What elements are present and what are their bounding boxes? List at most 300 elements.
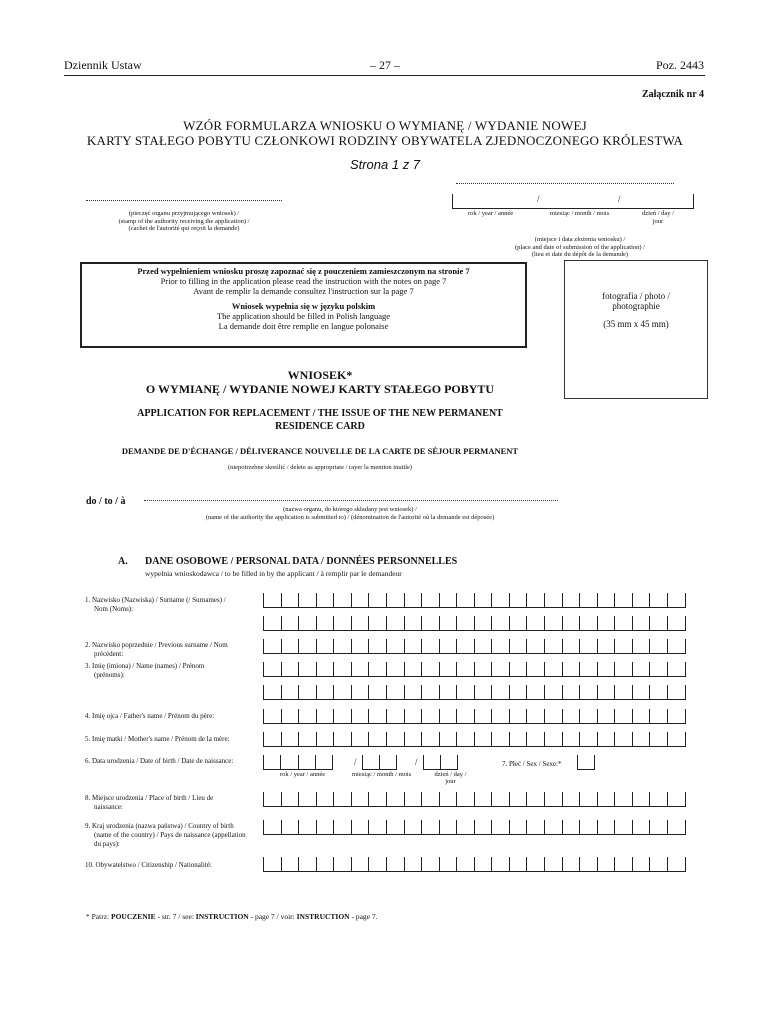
char-cell: [649, 639, 667, 654]
char-cell: [597, 662, 615, 677]
char-cell: [614, 709, 632, 724]
cell-baseline: [263, 630, 685, 631]
char-cell: [526, 639, 544, 654]
char-cell: [404, 732, 422, 747]
recipient-caption-1: (nazwa organu, do którego składany jest wniosek) /: [283, 506, 417, 513]
char-cell: [526, 732, 544, 747]
char-cell: [685, 792, 686, 807]
char-cell: [526, 593, 544, 608]
char-cell: [685, 685, 686, 700]
char-cell: [439, 662, 457, 677]
char-cell: [404, 662, 422, 677]
char-cell: [474, 709, 492, 724]
char-cell: [579, 820, 597, 835]
char-cell: [404, 593, 422, 608]
char-cell: [456, 792, 474, 807]
char-cell: [509, 857, 527, 872]
char-cell: [332, 755, 333, 770]
stamp-line: [86, 200, 282, 201]
char-cell: [649, 792, 667, 807]
char-cell: [298, 857, 316, 872]
char-cell: [421, 732, 439, 747]
char-cell: [649, 685, 667, 700]
birth-sep-2: /: [415, 757, 418, 767]
char-cell: [315, 755, 332, 770]
cell-baseline: [577, 769, 595, 770]
surname-input-row-1[interactable]: [263, 593, 685, 608]
char-cell: [667, 685, 685, 700]
char-cell: [597, 820, 615, 835]
photo-box: [564, 260, 708, 399]
char-cell: [456, 662, 474, 677]
char-cell: [474, 732, 492, 747]
char-cell: [649, 732, 667, 747]
char-cell: [351, 685, 369, 700]
mother-name-input-row[interactable]: [263, 732, 685, 747]
char-cell: [526, 709, 544, 724]
char-cell: [333, 857, 351, 872]
char-cell: [280, 755, 297, 770]
char-cell: [614, 685, 632, 700]
application-title-en1: APPLICATION FOR REPLACEMENT / THE ISSUE OF THE NEW PERMANENT: [137, 408, 503, 419]
char-cell: [562, 732, 580, 747]
char-cell: [368, 820, 386, 835]
char-cell: [439, 616, 457, 631]
char-cell: [333, 616, 351, 631]
char-cell: [614, 857, 632, 872]
cell-baseline: [263, 723, 685, 724]
birth-month-input[interactable]: [362, 755, 397, 770]
previous-surname-input-row[interactable]: [263, 639, 685, 654]
char-cell: [386, 639, 404, 654]
char-cell: [368, 616, 386, 631]
char-cell: [281, 639, 299, 654]
char-cell: [491, 593, 509, 608]
char-cell: [594, 755, 595, 770]
char-cell: [456, 593, 474, 608]
char-cell: [509, 732, 527, 747]
char-cell: [491, 685, 509, 700]
char-cell: [421, 857, 439, 872]
char-cell: [362, 755, 379, 770]
char-cell: [396, 755, 397, 770]
birth-day-input[interactable]: [423, 755, 458, 770]
char-cell: [667, 792, 685, 807]
char-cell: [281, 616, 299, 631]
char-cell: [544, 685, 562, 700]
char-cell: [597, 857, 615, 872]
form-title-line1: WZÓR FORMULARZA WNIOSKU O WYMIANĘ / WYDANIE NOWEJ: [183, 118, 587, 133]
char-cell: [632, 616, 650, 631]
char-cell: [386, 616, 404, 631]
section-a-letter: A.: [118, 556, 128, 567]
name-input-row-2[interactable]: [263, 685, 685, 700]
char-cell: [685, 662, 686, 677]
recipient-caption-2: (name of the authority the application is submitted to) / (dénomination de l'autorité où la demande est déposée): [205, 514, 495, 521]
char-cell: [509, 709, 527, 724]
char-cell: [614, 820, 632, 835]
cell-baseline: [263, 699, 685, 700]
char-cell: [562, 639, 580, 654]
char-cell: [263, 755, 280, 770]
char-cell: [597, 685, 615, 700]
char-cell: [281, 593, 299, 608]
char-cell: [439, 593, 457, 608]
date-month-caption: miesiąc / month / mois: [550, 210, 610, 217]
char-cell: [368, 857, 386, 872]
char-cell: [386, 662, 404, 677]
section-a-subtitle: wypełnia wnioskodawca / to be filled in by the applicant / à remplir par le demandeur: [145, 569, 402, 578]
char-cell: [298, 616, 316, 631]
char-cell: [597, 639, 615, 654]
char-cell: [579, 709, 597, 724]
char-cell: [421, 639, 439, 654]
char-cell: [404, 792, 422, 807]
char-cell: [491, 709, 509, 724]
char-cell: [474, 820, 492, 835]
char-cell: [281, 792, 299, 807]
char-cell: [667, 593, 685, 608]
char-cell: [351, 593, 369, 608]
char-cell: [685, 820, 686, 835]
field-birth-country-label: 9. Kraj urodzenia (nazwa państwa) / Country of birth (name of the country) / Pays de naissance (appellation du pays):: [85, 822, 246, 848]
char-cell: [562, 593, 580, 608]
char-cell: [263, 616, 281, 631]
cell-baseline: [263, 607, 685, 608]
char-cell: [379, 755, 396, 770]
cell-baseline: [423, 769, 458, 770]
char-cell: [597, 616, 615, 631]
char-cell: [421, 709, 439, 724]
char-cell: [667, 616, 685, 631]
char-cell: [316, 709, 334, 724]
char-cell: [456, 709, 474, 724]
stamp-caption: (pieczęć organu przyjmującego wniosek) / (stamp of the authority receiving the application) / (cachet de l'autorité qui reçoit la demande): [118, 210, 250, 232]
notice-pl: Przed wypełnieniem wniosku proszę zapoznać się z pouczeniem zamieszczonym na stronie 7: [137, 266, 470, 276]
char-cell: [685, 857, 686, 872]
char-cell: [351, 820, 369, 835]
char-cell: [368, 709, 386, 724]
char-cell: [298, 593, 316, 608]
char-cell: [597, 709, 615, 724]
cell-baseline: [362, 769, 397, 770]
char-cell: [281, 732, 299, 747]
instruction-notice-box: [80, 262, 527, 348]
date-day-caption: dzień / day / jour: [642, 210, 674, 225]
char-cell: [316, 662, 334, 677]
char-cell: [316, 685, 334, 700]
char-cell: [509, 792, 527, 807]
char-cell: [316, 593, 334, 608]
char-cell: [298, 662, 316, 677]
char-cell: [544, 662, 562, 677]
char-cell: [386, 732, 404, 747]
char-cell: [263, 685, 281, 700]
char-cell: [526, 616, 544, 631]
char-cell: [368, 593, 386, 608]
char-cell: [333, 792, 351, 807]
char-cell: [544, 732, 562, 747]
application-title-pl1: WNIOSEK*: [287, 368, 353, 382]
application-title-en2: RESIDENCE CARD: [275, 421, 365, 432]
char-cell: [333, 639, 351, 654]
char-cell: [281, 820, 299, 835]
recipient-input-line[interactable]: [144, 500, 558, 501]
birth-year-input[interactable]: [263, 755, 333, 770]
char-cell: [491, 857, 509, 872]
char-cell: [544, 616, 562, 631]
char-cell: [509, 820, 527, 835]
char-cell: [439, 820, 457, 835]
char-cell: [298, 639, 316, 654]
footnote: * Patrz: POUCZENIE - str. 7 / see: INSTRUCTION - page 7 / voir: INSTRUCTION - page 7.: [86, 912, 378, 921]
char-cell: [263, 732, 281, 747]
char-cell: [298, 792, 316, 807]
header-rule: [64, 75, 705, 76]
birth-sep-1: /: [354, 757, 357, 767]
char-cell: [439, 732, 457, 747]
char-cell: [456, 820, 474, 835]
char-cell: [685, 709, 686, 724]
citizenship-input-row[interactable]: [263, 857, 685, 872]
char-cell: [368, 792, 386, 807]
char-cell: [386, 792, 404, 807]
char-cell: [368, 662, 386, 677]
char-cell: [281, 857, 299, 872]
char-cell: [685, 639, 686, 654]
char-cell: [526, 662, 544, 677]
char-cell: [386, 709, 404, 724]
char-cell: [316, 732, 334, 747]
char-cell: [386, 593, 404, 608]
char-cell: [562, 662, 580, 677]
char-cell: [333, 662, 351, 677]
char-cell: [614, 616, 632, 631]
char-cell: [474, 662, 492, 677]
annex-label: Załącznik nr 4: [641, 89, 704, 100]
char-cell: [316, 639, 334, 654]
char-cell: [263, 820, 281, 835]
char-cell: [667, 732, 685, 747]
char-cell: [491, 662, 509, 677]
cell-baseline: [263, 653, 685, 654]
field-mother-name-label: 5. Imię matki / Mother's name / Prénom de la mère:: [85, 735, 230, 743]
char-cell: [509, 662, 527, 677]
char-cell: [649, 593, 667, 608]
char-cell: [632, 857, 650, 872]
char-cell: [526, 792, 544, 807]
char-cell: [281, 662, 299, 677]
char-cell: [351, 639, 369, 654]
name-input-row-1[interactable]: [263, 662, 685, 677]
char-cell: [333, 593, 351, 608]
date-sep-2: /: [618, 194, 621, 204]
char-cell: [456, 685, 474, 700]
char-cell: [263, 857, 281, 872]
date-year-caption: rok / year / année: [468, 210, 514, 217]
char-cell: [316, 857, 334, 872]
char-cell: [421, 593, 439, 608]
char-cell: [386, 685, 404, 700]
position-number: Poz. 2443: [656, 58, 704, 72]
char-cell: [649, 857, 667, 872]
char-cell: [316, 792, 334, 807]
char-cell: [421, 820, 439, 835]
char-cell: [526, 820, 544, 835]
char-cell: [421, 685, 439, 700]
char-cell: [439, 685, 457, 700]
char-cell: [649, 820, 667, 835]
char-cell: [614, 639, 632, 654]
char-cell: [421, 662, 439, 677]
field-sex-label: 7. Płeć / Sex / Sexe:*: [502, 760, 562, 768]
char-cell: [544, 709, 562, 724]
field-previous-surname-label: 2. Nazwisko poprzednie / Previous surname / Nom précédent:: [85, 641, 228, 658]
field-citizenship-label: 10. Obywatelstwo / Citizenship / Nationalité:: [85, 861, 212, 869]
field-name-label: 3. Imię (imiona) / Name (names) / Prénom (prénoms):: [85, 662, 205, 679]
char-cell: [632, 662, 650, 677]
char-cell: [474, 639, 492, 654]
char-cell: [263, 709, 281, 724]
char-cell: [579, 616, 597, 631]
char-cell: [544, 639, 562, 654]
char-cell: [386, 820, 404, 835]
char-cell: [456, 639, 474, 654]
birth-month-caption: miesiąc / month / mois: [352, 771, 412, 778]
char-cell: [632, 685, 650, 700]
char-cell: [351, 792, 369, 807]
char-cell: [404, 639, 422, 654]
char-cell: [562, 685, 580, 700]
char-cell: [368, 639, 386, 654]
char-cell: [333, 709, 351, 724]
char-cell: [526, 857, 544, 872]
char-cell: [544, 857, 562, 872]
char-cell: [614, 662, 632, 677]
char-cell: [456, 732, 474, 747]
char-cell: [404, 616, 422, 631]
char-cell: [491, 820, 509, 835]
char-cell: [474, 685, 492, 700]
char-cell: [579, 685, 597, 700]
notice-en: Prior to filling in the application please read the instruction with the notes on page 7: [160, 276, 447, 286]
char-cell: [579, 662, 597, 677]
char-cell: [316, 616, 334, 631]
father-name-input-row[interactable]: [263, 709, 685, 724]
char-cell: [649, 616, 667, 631]
cell-baseline: [263, 676, 685, 677]
char-cell: [614, 792, 632, 807]
place-line[interactable]: [456, 183, 674, 184]
char-cell: [298, 709, 316, 724]
char-cell: [456, 857, 474, 872]
char-cell: [649, 709, 667, 724]
char-cell: [579, 792, 597, 807]
char-cell: [597, 792, 615, 807]
char-cell: [509, 616, 527, 631]
char-cell: [333, 732, 351, 747]
char-cell: [351, 709, 369, 724]
char-cell: [544, 792, 562, 807]
birth-day-caption: dzień / day / jour: [434, 771, 467, 785]
char-cell: [298, 755, 315, 770]
char-cell: [263, 662, 281, 677]
application-title-pl2: O WYMIANĘ / WYDANIE NOWEJ KARTY STAŁEGO POBYTU: [145, 382, 495, 396]
char-cell: [579, 593, 597, 608]
char-cell: [263, 639, 281, 654]
char-cell: [579, 639, 597, 654]
date-sep-1: /: [537, 194, 540, 204]
char-cell: [562, 792, 580, 807]
char-cell: [667, 857, 685, 872]
char-cell: [333, 820, 351, 835]
cell-baseline: [263, 871, 685, 872]
char-cell: [509, 685, 527, 700]
cell-baseline: [263, 746, 685, 747]
char-cell: [685, 593, 686, 608]
char-cell: [368, 732, 386, 747]
char-cell: [263, 792, 281, 807]
surname-input-row-2[interactable]: [263, 616, 685, 631]
page-number: – 27 –: [370, 58, 400, 72]
char-cell: [281, 685, 299, 700]
char-cell: [298, 685, 316, 700]
char-cell: [667, 709, 685, 724]
char-cell: [439, 639, 457, 654]
char-cell: [423, 755, 440, 770]
sex-input[interactable]: [577, 755, 595, 770]
char-cell: [439, 792, 457, 807]
char-cell: [298, 732, 316, 747]
char-cell: [474, 857, 492, 872]
char-cell: [404, 685, 422, 700]
char-cell: [632, 639, 650, 654]
notice-lang-fr: La demande doit être remplie en langue polonaise: [218, 321, 389, 331]
date-boxes[interactable]: [452, 194, 694, 209]
char-cell: [667, 662, 685, 677]
photo-label-2: photographie: [612, 301, 660, 311]
char-cell: [577, 755, 594, 770]
char-cell: [474, 593, 492, 608]
char-cell: [421, 616, 439, 631]
char-cell: [597, 732, 615, 747]
place-date-caption: (miejsce i data złożenia wniosku) / (place and date of submission of the application) / (lieu et date du dépôt de la demande): [515, 236, 645, 258]
char-cell: [316, 820, 334, 835]
char-cell: [491, 616, 509, 631]
photo-size: (35 mm x 45 mm): [603, 319, 669, 329]
char-cell: [439, 709, 457, 724]
birth-year-caption: rok / year / année: [280, 771, 326, 778]
char-cell: [333, 685, 351, 700]
application-title-fr: DEMANDE DE D'ÉCHANGE / DÉLIVERANCE NOUVELLE DE LA CARTE DE SÉJOUR PERMANENT: [121, 446, 519, 456]
char-cell: [421, 792, 439, 807]
char-cell: [368, 685, 386, 700]
char-cell: [579, 857, 597, 872]
char-cell: [351, 732, 369, 747]
char-cell: [386, 857, 404, 872]
birth-place-input-row[interactable]: [263, 792, 685, 807]
char-cell: [491, 639, 509, 654]
field-birth-place-label: 8. Miejsce urodzenia / Place of birth / Lieu de naissance:: [85, 794, 214, 811]
char-cell: [474, 792, 492, 807]
field-surname-label: 1. Nazwisko (Nazwiska) / Surname (/ Surnames) / Nom (Noms):: [85, 596, 226, 613]
field-birth-date-label: 6. Data urodzenia / Date of birth / Date de naissance:: [85, 757, 234, 765]
char-cell: [439, 857, 457, 872]
birth-country-input-row[interactable]: [263, 820, 685, 835]
notice-lang-en: The application should be filled in Polish language: [216, 311, 391, 321]
form-title-line2: KARTY STAŁEGO POBYTU CZŁONKOWI RODZINY OBYWATELA ZJEDNOCZONEGO KRÓLESTWA: [86, 133, 684, 148]
char-cell: [562, 616, 580, 631]
